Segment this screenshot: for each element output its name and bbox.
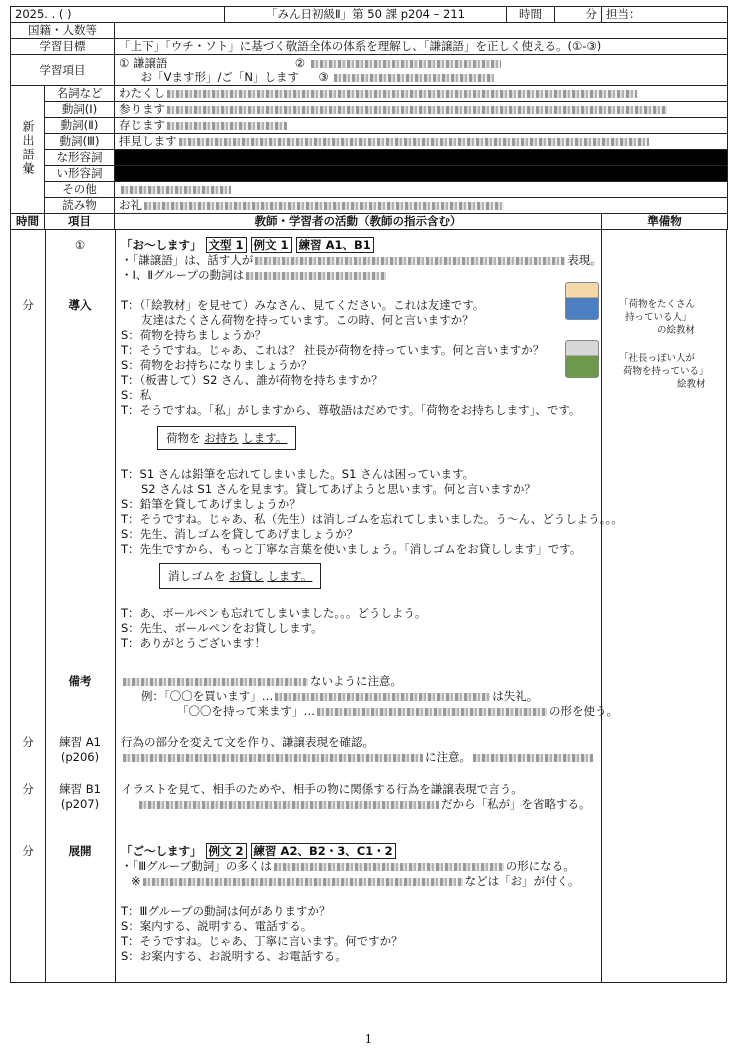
dialogue-line: T：そうですね。じゃあ、これは？ 社長が荷物を持っています。何と言いますか？ [121,343,545,357]
goal-label: 学習目標 [11,39,115,55]
vocab-value: 参ります [115,102,728,118]
bullet-line: ・「謙譲語」は、話す人が 表現。 [121,253,602,267]
lesson-cell: 「みん日初級Ⅱ」第 50 課 p204 – 211 [225,7,507,23]
vocab-side-label: 新出語彙 [11,86,45,214]
dialogue-line: S：お案内する、お説明する、お電話する。 [121,949,347,963]
bullet-line: ※ などは「お」が付く。 [131,874,580,888]
vocab-value [115,182,728,198]
prep-item: の絵教材 [657,325,696,336]
prep-item: 「社長っぽい人が [619,353,696,364]
practice-b1-note: だから「私が」を省略する。 [137,797,591,811]
prep-item: 「荷物をたくさん [619,299,696,310]
col-prep: 準備物 [602,214,728,230]
date-cell[interactable]: 2025. . ( ) [11,7,225,23]
practice-a1-label: 練習 A1 [59,735,101,749]
example-box-2: 消しゴムを お貸し します。 [159,563,321,589]
redacted-text [311,60,501,68]
dialogue-line: 友達はたくさん荷物を持っています。この時、何と言いますか？ [141,313,474,327]
intro-label: 導入 [68,298,92,312]
minute-cell[interactable]: 分 [22,844,34,858]
note-label: 備考 [68,674,92,688]
minutes-cell[interactable]: 分 [555,7,602,23]
section1-heading: 「お～します」 文型 1 例文 1 練習 A1、B1 [121,238,374,252]
col-time: 時間 [11,214,45,230]
dialogue-line: S：鉛筆を貸してあげましょうか？ [121,497,301,511]
prep-item: 絵教材 [677,379,706,390]
dialogue-line: T：ありがとうございます！ [121,636,267,650]
vocab-label: その他 [45,182,115,198]
items-value [115,55,728,86]
col-item: 項目 [45,214,115,230]
vocab-label: な形容詞 [45,150,115,166]
dialogue-line: T：（「絵教材」を見せて）みなさん、見てください。これは友達です。 [121,298,485,312]
vocab-value: わたくし [115,86,728,102]
dialogue-line: T：あ、ボールペンも忘れてしまいました。。。どうしよう。 [121,606,427,620]
dialogue-line: T：そうですね。じゃあ、丁寧に言います。何ですか？ [121,934,403,948]
goal-text: 「上下」「ウチ・ソト」に基づく敬語全体の体系を理解し、「謙譲語」を正しく使える。(①-③) [115,39,728,55]
dialogue-line: T：Ⅲグループの動詞は何がありますか？ [121,904,331,918]
dialogue-line: T：S1 さんは鉛筆を忘れてしまいました。S1 さんは困っています。 [121,467,475,481]
item1-text: 謙譲語 [132,56,168,70]
minute-cell[interactable]: 分 [22,298,34,312]
vocab-redacted-black [115,150,728,166]
minute-cell[interactable]: 分 [22,735,34,749]
dialogue-line: T：先生ですから、もっと丁寧な言葉を使いましょう。「消しゴムをお貸しします」です。 [121,542,582,556]
vocab-label: 動詞(Ⅱ) [45,118,115,134]
vocab-value: 拝見します [115,134,728,150]
practice-a1-page: (p206) [60,750,100,764]
vocab-value: 存じます [115,118,728,134]
item1-sub: お「Vます形」/ご「N」します [140,70,299,84]
prep-item: 持っている人」 [625,312,692,323]
dialogue-line: S：私 [121,388,152,402]
dialogue-line: S：荷物をお持ちになりましょうか？ [121,358,313,372]
lesson-body [10,230,727,983]
minute-cell[interactable]: 分 [22,782,34,796]
vocab-label: 読み物 [45,198,115,214]
vocab-label: い形容詞 [45,166,115,182]
item1-num: ① [119,56,130,70]
time-label: 時間 [507,7,555,23]
note-line: 例：「〇〇を買います」… は失礼。 [141,689,539,703]
dialogue-line: T：そうですね。「私」がしますから、尊敬語はだめです。「荷物をお持ちします」、です。 [121,403,581,417]
bullet-line: ・Ⅰ、Ⅱグループの動詞は [121,268,388,282]
dialogue-line: S：先生、消しゴムを貸してあげましょうか？ [121,527,359,541]
section2-heading: 「ご～します」 例文 2 練習 A2、B2・3、C1・2 [121,844,396,858]
nationality-value[interactable] [115,23,728,39]
note-line: ないように注意。 [121,674,402,688]
dialogue-line: S：先生、ボールペンをお貸しします。 [121,621,323,635]
practice-b1-label: 練習 B1 [59,782,101,796]
section1-number: ① [74,238,86,252]
nationality-label: 国籍・人数等 [11,23,115,39]
vocab-value: お礼 [115,198,728,214]
col-activity: 教師・学習者の活動（教師の指示含む） [115,214,602,230]
prep-item: 荷物を持っている」 [623,366,709,377]
items-label: 学習項目 [11,55,115,86]
item2-num: ② [294,56,306,70]
page-number: 1 [364,1032,373,1046]
boss-picture-icon [565,340,599,378]
practice-b1-page: (p207) [60,797,100,811]
lesson-plan-page [10,6,727,983]
development-label: 展開 [68,844,92,858]
item3-num: ③ [318,70,329,84]
header-table [10,6,728,230]
vocab-redacted-black [115,166,728,182]
redacted-text [334,74,494,82]
vocab-label: 名詞など [45,86,115,102]
dialogue-line: S：案内する、説明する、電話する。 [121,919,313,933]
note-line: 「〇〇を持って来ます」… の形を使う。 [177,704,618,718]
practice-b1-text: イラストを見て、相手のためや、相手の物に関係する行為を謙譲表現で言う。 [121,782,523,796]
practice-a1-text: 行為の部分を変えて文を作り、謙譲表現を確認。 [121,735,374,749]
vocab-label: 動詞(Ⅲ) [45,134,115,150]
bullet-line: ・「Ⅲグループ動詞」の多くは の形になる。 [121,859,575,873]
dialogue-line: S：荷物を持ちましょうか？ [121,328,267,342]
example-box-1: 荷物を お持ち します。 [157,426,296,450]
practice-a1-note: に注意。 [121,750,595,764]
dialogue-line: T：そうですね。じゃあ、私（先生）は消しゴムを忘れてしまいました。う～ん、どうしよう。。。 [121,512,623,526]
friend-picture-icon [565,282,599,320]
dialogue-line: S2 さんは S1 さんを見ます。貸してあげようと思います。何と言いますか？ [141,482,536,496]
dialogue-line: T：（板書して）S2 さん、誰が荷物を持ちますか？ [121,373,383,387]
vocab-label: 動詞(Ⅰ) [45,102,115,118]
teacher-cell[interactable]: 担当： [602,7,728,23]
